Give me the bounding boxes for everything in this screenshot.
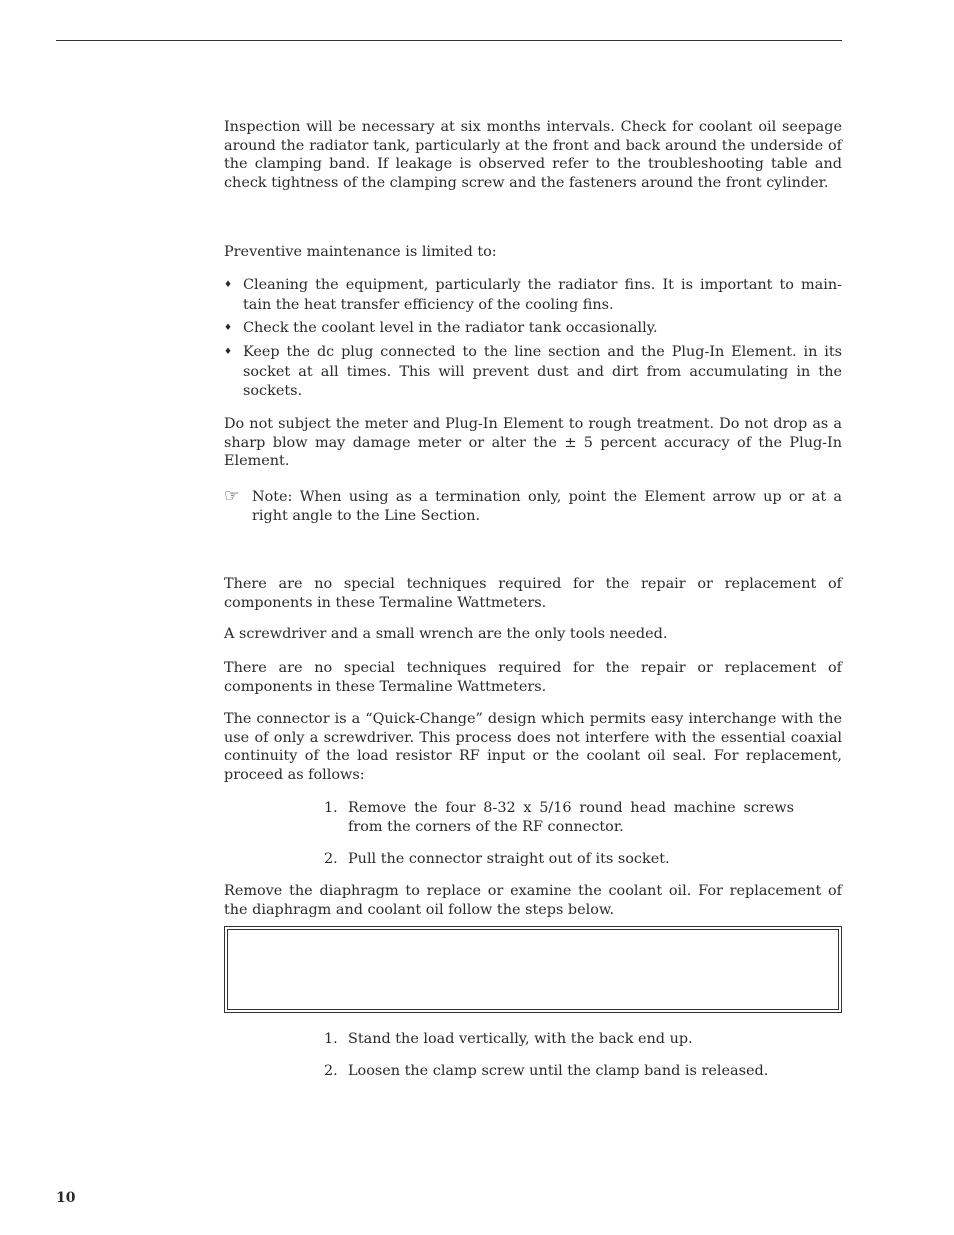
list-item bbox=[224, 343, 842, 402]
step-number: 2. bbox=[324, 851, 338, 867]
repair-paragraph-repeat: There are no special techniques required for the repair or replacement of components in these Termaline Wattmeters. bbox=[224, 660, 842, 695]
bullet-icon: ♦ bbox=[224, 347, 233, 357]
tools-paragraph: A screwdriver and a small wrench are the only tools needed. bbox=[224, 626, 668, 642]
step-number: 2. bbox=[324, 1063, 338, 1079]
page-number: 10 bbox=[56, 1190, 76, 1206]
bullet-icon: ♦ bbox=[224, 323, 233, 333]
list-item-text: Cleaning the equipment, particularly the radiator fins. It is important to main-tain the heat transfer efficiency of the cooling fins. bbox=[243, 277, 842, 313]
inspection-paragraph: Inspection will be necessary at six months intervals. Check for coolant oil seepage around the radiator tank, particularly at the front and back around the underside of the clamping band. If leakage is observed refer to the troubleshooting table and check tightness of the clamping screw and the fasteners around the front cylinder. bbox=[224, 119, 842, 192]
connector-step bbox=[324, 799, 794, 836]
warning-box-inner bbox=[227, 929, 839, 1010]
preventive-intro: Preventive maintenance is limited to: bbox=[224, 244, 497, 260]
repair-paragraph: There are no special techniques required for the repair or replacement of components in these Termaline Wattmeters. bbox=[224, 576, 842, 611]
note bbox=[224, 488, 842, 525]
step-number: 1. bbox=[324, 800, 338, 816]
list-item bbox=[224, 276, 842, 315]
warning-box bbox=[224, 926, 842, 1013]
diaphragm-paragraph: Remove the diaphragm to replace or examine the coolant oil. For replacement of the diaphragm and coolant oil follow the steps below. bbox=[224, 883, 842, 918]
step-text: Remove the four 8-32 x 5/16 round head machine screws from the corners of the RF connector. bbox=[348, 800, 794, 835]
connector-paragraph: The connector is a “Quick-Change” design which permits easy interchange with the use of only a screwdriver. This process does not interfere with the essential coaxial continuity of the load resistor RF input or the coolant oil seal. For replacement, proceed as follows: bbox=[224, 711, 842, 784]
list-item bbox=[224, 319, 842, 339]
bullet-icon: ♦ bbox=[224, 280, 233, 290]
list-item-text: Check the coolant level in the radiator tank occasionally. bbox=[243, 320, 658, 336]
step-number: 1. bbox=[324, 1031, 338, 1047]
pointing-hand-icon: ☞ bbox=[224, 486, 240, 506]
step-text: Loosen the clamp screw until the clamp band is released. bbox=[348, 1063, 769, 1079]
step-text: Stand the load vertically, with the back end up. bbox=[348, 1031, 693, 1047]
caution-paragraph: Do not subject the meter and Plug-In Element to rough treatment. Do not drop as a sharp blow may damage meter or alter the ± 5 percent accuracy of the Plug-In Element. bbox=[224, 416, 842, 470]
content-column bbox=[224, 0, 842, 1235]
diaphragm-step bbox=[324, 1030, 794, 1049]
note-text: Note: When using as a termination only, point the Element arrow up or at a right angle to the Line Section. bbox=[252, 489, 842, 524]
diaphragm-step bbox=[324, 1062, 794, 1081]
step-text: Pull the connector straight out of its socket. bbox=[348, 851, 670, 867]
connector-step bbox=[324, 850, 794, 869]
list-item-text: Keep the dc plug connected to the line section and the Plug-In Element. in its socket at all times. This will prevent dust and dirt from accumulating in the sockets. bbox=[243, 344, 842, 399]
